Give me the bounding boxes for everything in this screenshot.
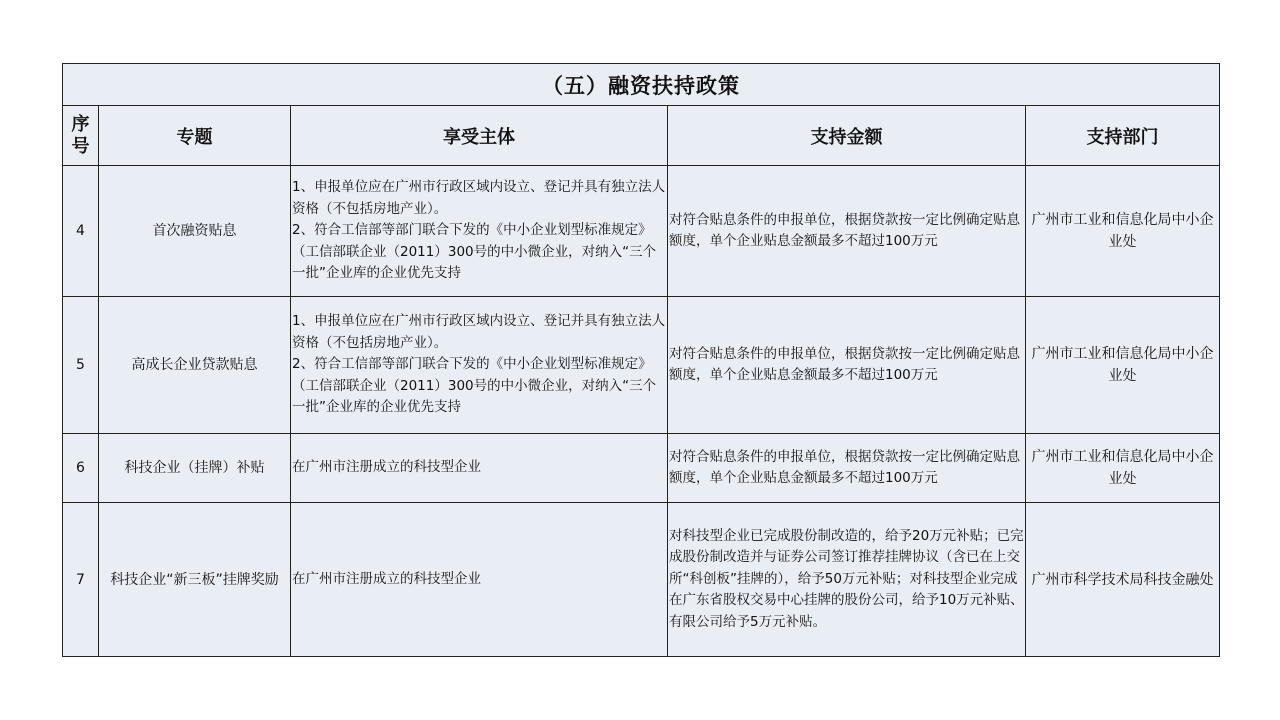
row-topic: 高成长企业贷款贴息 (99, 297, 291, 434)
row-topic: 首次融资贴息 (99, 166, 291, 297)
row-seq: 5 (63, 297, 99, 434)
table-row (63, 297, 1220, 434)
table-row (63, 166, 1220, 297)
row-subject: 1、申报单位应在广州市行政区域内设立、登记并具有独立法人资格（不包括房地产业）。 2、符合工信部等部门联合下发的《中小企业划型标准规定》（工信部联企业（2011）300号的中小微企业，对纳入“三个一批”企业库的企业优先支持 (291, 297, 668, 434)
row-topic: 科技企业“新三板”挂牌奖励 (99, 503, 291, 657)
row-seq: 4 (63, 166, 99, 297)
row-department: 广州市工业和信息化局中小企业处 (1026, 166, 1220, 297)
header-subject: 享受主体 (291, 106, 668, 166)
header-seq: 序 号 (63, 106, 99, 166)
row-amount: 对符合贴息条件的申报单位，根据贷款按一定比例确定贴息额度，单个企业贴息金额最多不超过100万元 (668, 166, 1026, 297)
table-title-row (63, 64, 1220, 106)
row-subject: 在广州市注册成立的科技型企业 (291, 503, 668, 657)
row-amount: 对科技型企业已完成股份制改造的，给予20万元补贴；已完成股份制改造并与证券公司签订推荐挂牌协议（含已在上交所“科创板”挂牌的），给予50万元补贴；对科技型企业完成在广东省股权交易中心挂牌的股份公司，给予10万元补贴、有限公司给予5万元补贴。 (668, 503, 1026, 657)
row-department: 广州市工业和信息化局中小企业处 (1026, 297, 1220, 434)
policy-table (62, 63, 1220, 657)
table-row (63, 434, 1220, 503)
row-seq: 7 (63, 503, 99, 657)
table-row (63, 503, 1220, 657)
row-seq: 6 (63, 434, 99, 503)
row-amount: 对符合贴息条件的申报单位，根据贷款按一定比例确定贴息额度，单个企业贴息金额最多不超过100万元 (668, 297, 1026, 434)
table-title: （五）融资扶持政策 (63, 64, 1220, 106)
table-header-row (63, 106, 1220, 166)
header-amount: 支持金额 (668, 106, 1026, 166)
row-department: 广州市工业和信息化局中小企业处 (1026, 434, 1220, 503)
row-amount: 对符合贴息条件的申报单位，根据贷款按一定比例确定贴息额度，单个企业贴息金额最多不超过100万元 (668, 434, 1026, 503)
row-subject: 在广州市注册成立的科技型企业 (291, 434, 668, 503)
row-department: 广州市科学技术局科技金融处 (1026, 503, 1220, 657)
header-department: 支持部门 (1026, 106, 1220, 166)
row-topic: 科技企业（挂牌）补贴 (99, 434, 291, 503)
header-topic: 专题 (99, 106, 291, 166)
row-subject: 1、申报单位应在广州市行政区域内设立、登记并具有独立法人资格（不包括房地产业）。 2、符合工信部等部门联合下发的《中小企业划型标准规定》（工信部联企业（2011）300号的中小微企业，对纳入“三个一批”企业库的企业优先支持 (291, 166, 668, 297)
